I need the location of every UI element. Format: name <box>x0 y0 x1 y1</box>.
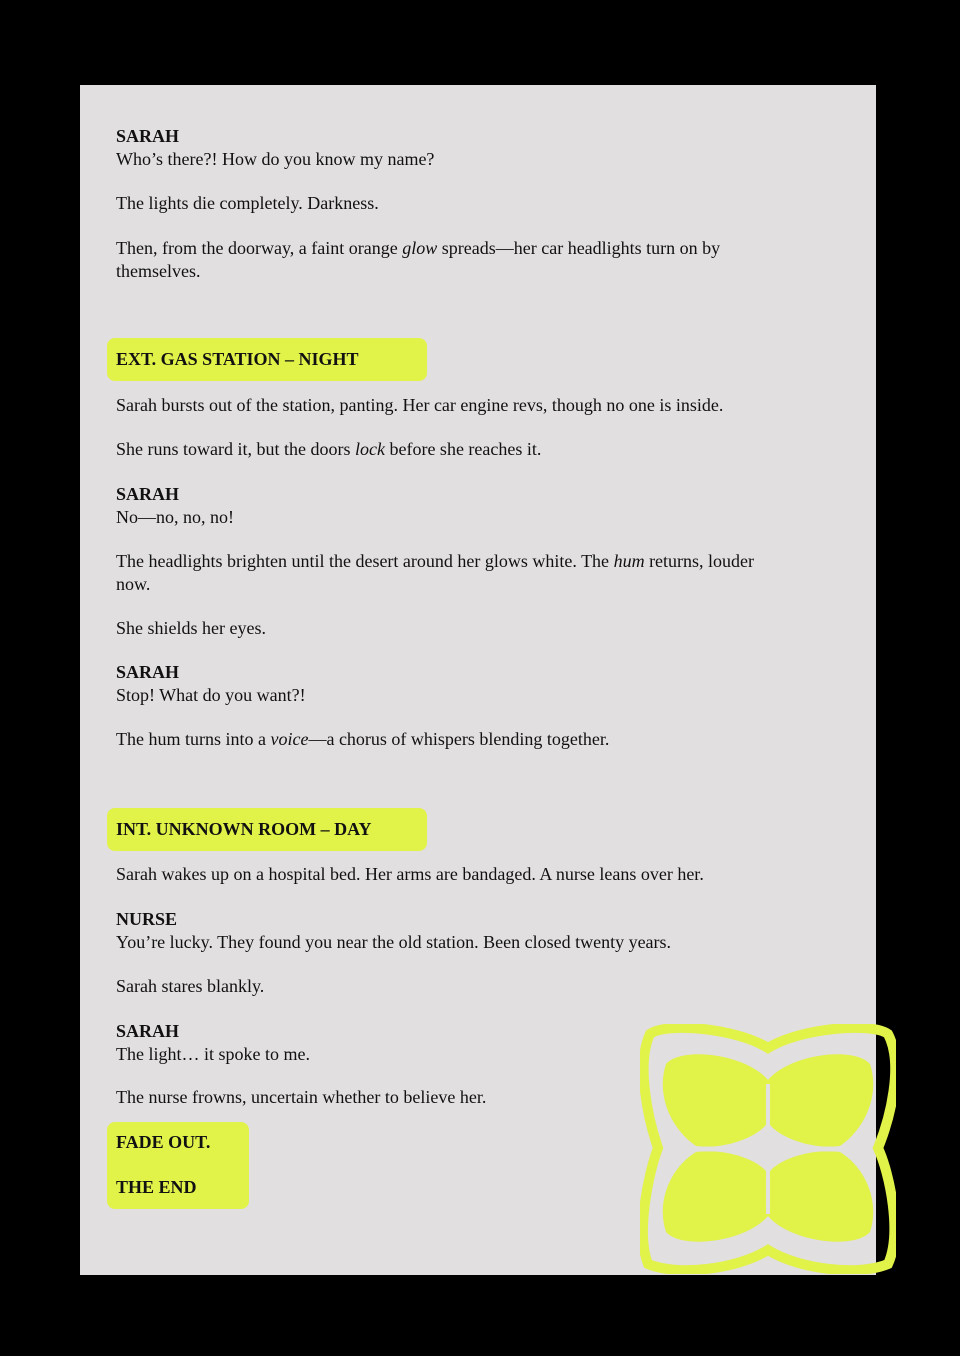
emphasis: glow <box>402 238 438 258</box>
emphasis: lock <box>354 439 385 459</box>
action-text: She runs toward it, but the doors <box>116 439 355 459</box>
action-text: Sarah bursts out of the station, panting. Her car engine revs, though no one is inside. <box>116 395 724 415</box>
action-line <box>116 550 754 595</box>
action-text: The headlights brighten until the desert around her glows white. The <box>116 551 614 571</box>
action-line <box>116 394 723 417</box>
character-name: NURSE <box>116 909 178 929</box>
action-text: —a chorus of whispers blending together. <box>308 729 610 749</box>
action-text: The hum turns into a <box>116 729 271 749</box>
action-line <box>116 863 704 886</box>
character-name: SARAH <box>116 126 180 146</box>
scene-heading: INT. UNKNOWN ROOM – DAY <box>116 819 372 839</box>
scene-heading: EXT. GAS STATION – NIGHT <box>116 349 359 369</box>
action-text: The lights die completely. Darkness. <box>116 193 379 213</box>
dialogue-line: Stop! What do you want?! <box>116 684 306 705</box>
action-line <box>116 975 264 998</box>
action-line <box>116 617 266 640</box>
action-text: Sarah wakes up on a hospital bed. Her arms are bandaged. A nurse leans over her. <box>116 864 704 884</box>
action-text: She shields her eyes. <box>116 618 266 638</box>
character-name: SARAH <box>116 662 180 682</box>
dialogue-line: You’re lucky. They found you near the old station. Been closed twenty years. <box>116 931 672 952</box>
emphasis: hum <box>613 551 645 571</box>
character-name: SARAH <box>116 1021 180 1041</box>
dialogue-line: Who’s there?! How do you know my name? <box>116 148 435 169</box>
dialogue-block <box>116 1020 310 1065</box>
action-line <box>116 438 541 461</box>
dialogue-line: No—no, no, no! <box>116 506 234 527</box>
four-petal-flower-icon <box>640 1024 896 1274</box>
action-line <box>116 728 609 751</box>
action-text: themselves. <box>116 260 201 281</box>
transition-fade-out: FADE OUT. <box>116 1132 211 1152</box>
action-text: returns, louder <box>644 551 755 571</box>
action-text: Sarah stares blankly. <box>116 976 265 996</box>
dialogue-block <box>116 661 306 706</box>
action-text: Then, from the doorway, a faint orange <box>116 238 403 258</box>
action-line <box>116 1086 486 1109</box>
action-text: before she reaches it. <box>384 439 542 459</box>
transition-the-end: THE END <box>116 1177 197 1197</box>
action-line <box>116 237 720 282</box>
character-name: SARAH <box>116 484 180 504</box>
emphasis: voice <box>270 729 309 749</box>
action-line <box>116 192 379 215</box>
action-text: The nurse frowns, uncertain whether to believe her. <box>116 1087 487 1107</box>
dialogue-block <box>116 125 434 170</box>
dialogue-block <box>116 483 234 528</box>
dialogue-block <box>116 908 671 953</box>
action-text: spreads—her car headlights turn on by <box>437 238 721 258</box>
action-text: now. <box>116 573 151 594</box>
dialogue-line: The light… it spoke to me. <box>116 1043 310 1064</box>
